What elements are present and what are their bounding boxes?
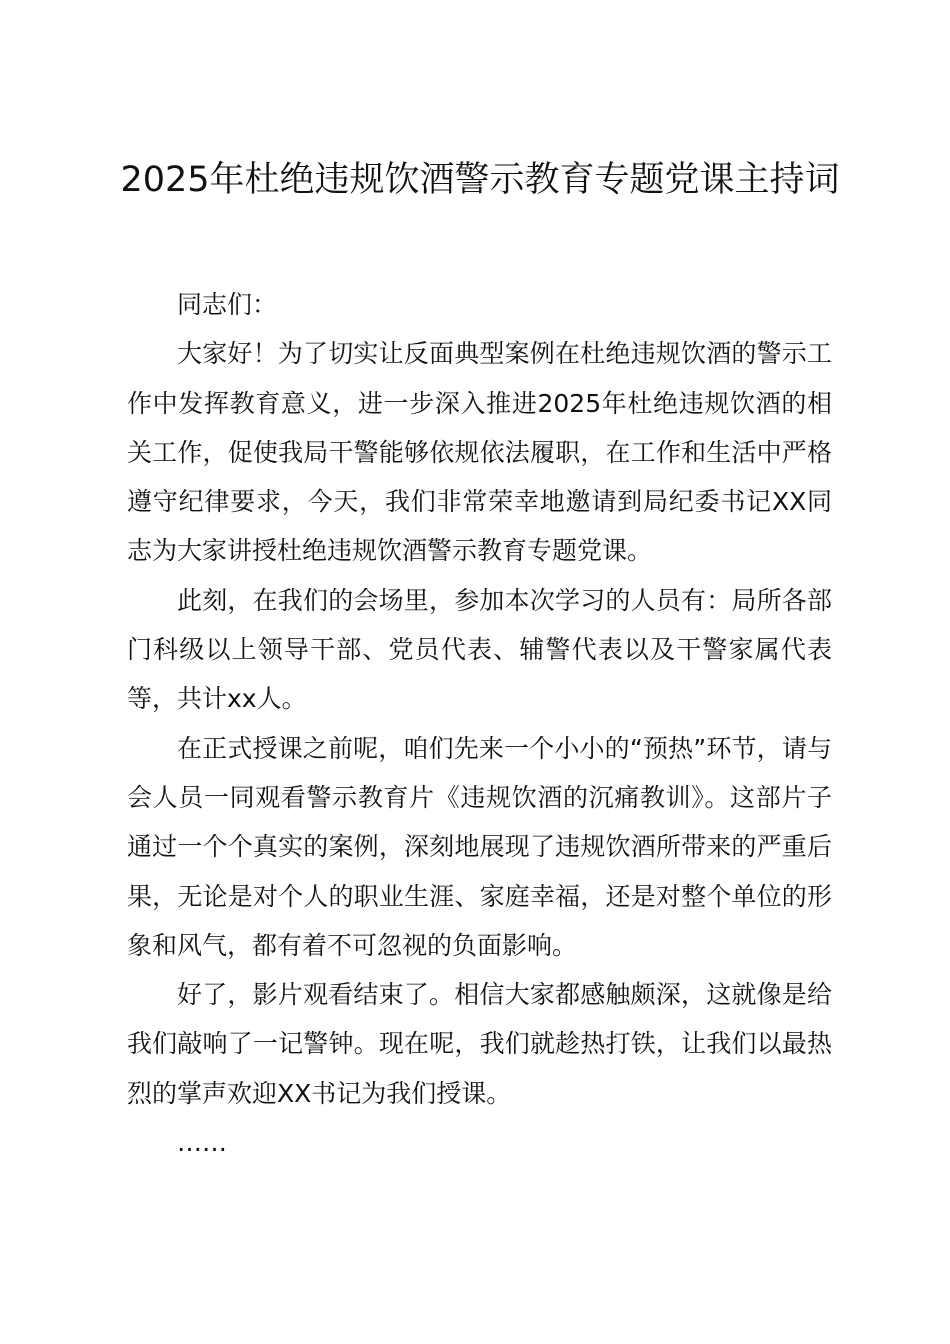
- ellipsis-paragraph: ……: [177, 1128, 227, 1158]
- document-title: 2025年杜绝违规饮酒警示教育专题党课主持词: [120, 160, 840, 200]
- document-body: [127, 280, 832, 1167]
- body-paragraph: 此刻，在我们的会场里，参加本次学习的人员有：局所各部门科级以上领导干部、党员代表、辅警代表以及干警家属代表等，共计xx人。: [127, 585, 832, 714]
- body-paragraph: 好了，影片观看结束了。相信大家都感触颇深，这就像是给我们敲响了一记警钟。现在呢，我们就趁热打铁，让我们以最热烈的掌声欢迎XX书记为我们授课。: [127, 980, 832, 1108]
- body-paragraph: 在正式授课之前呢，咱们先来一个小小的“预热”环节，请与会人员一同观看警示教育片《违规饮酒的沉痛教训》。这部片子通过一个个真实的案例，深刻地展现了违规饮酒所带来的严重后果，无论是对个人的职业生涯、家庭幸福，还是对整个单位的形象和风气，都有着不可忽视的负面影响。: [127, 733, 832, 960]
- body-paragraph: 大家好！为了切实让反面典型案例在杜绝违规饮酒的警示工作中发挥教育意义，进一步深入推进2025年杜绝违规饮酒的相关工作，促使我局干警能够依规依法履职，在工作和生活中严格遵守纪律要求，今天，我们非常荣幸地邀请到局纪委书记XX同志为大家讲授杜绝违规饮酒警示教育专题党课。: [127, 339, 832, 566]
- salutation-paragraph: 同志们：: [177, 290, 278, 319]
